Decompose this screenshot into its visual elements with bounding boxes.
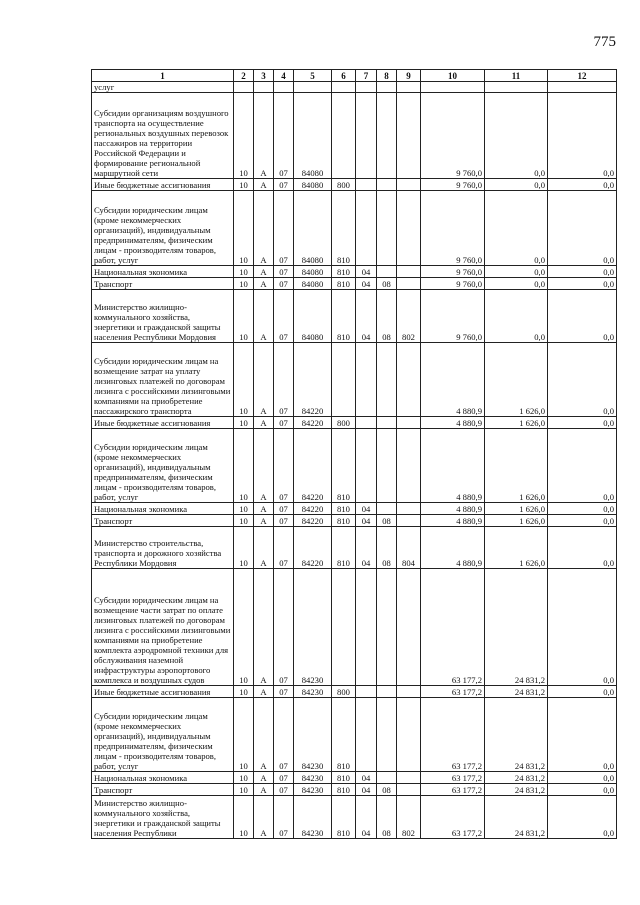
col-7-section: 04 <box>356 290 377 343</box>
row-name: Субсидии организациям воздушного транспорта на осуществление региональных воздушных перевозок пассажиров на территории Российской Федерации и формирование региональной маршрутной сети <box>92 93 234 179</box>
table-row <box>92 569 617 686</box>
col-7-section <box>356 698 377 772</box>
col-10-amount: 9 760,0 <box>421 290 485 343</box>
col-7-section <box>356 417 377 429</box>
col-3-code <box>254 82 274 93</box>
col-3-code: А <box>254 784 274 796</box>
table-row <box>92 772 617 784</box>
col-5-target: 84220 <box>294 343 332 417</box>
col-8-subsection <box>377 503 397 515</box>
table-row <box>92 417 617 429</box>
col-11-amount: 1 626,0 <box>485 527 548 569</box>
col-6-expense-type <box>332 343 356 417</box>
col-7-section <box>356 191 377 266</box>
col-10-amount: 63 177,2 <box>421 569 485 686</box>
table-row <box>92 686 617 698</box>
col-12-amount: 0,0 <box>548 191 617 266</box>
col-6-expense-type: 810 <box>332 290 356 343</box>
col-8-subsection: 08 <box>377 290 397 343</box>
header-col-1: 1 <box>92 70 234 82</box>
col-5-target: 84220 <box>294 429 332 503</box>
col-11-amount: 24 831,2 <box>485 698 548 772</box>
col-3-code: А <box>254 343 274 417</box>
col-6-expense-type <box>332 82 356 93</box>
header-col-8: 8 <box>377 70 397 82</box>
col-5-target: 84230 <box>294 772 332 784</box>
col-9-ministry <box>397 93 421 179</box>
table-row <box>92 278 617 290</box>
col-2-section: 10 <box>234 698 254 772</box>
header-col-2: 2 <box>234 70 254 82</box>
col-2-section: 10 <box>234 93 254 179</box>
table-row <box>92 796 617 839</box>
col-10-amount: 9 760,0 <box>421 191 485 266</box>
col-7-section: 04 <box>356 278 377 290</box>
col-12-amount: 0,0 <box>548 417 617 429</box>
col-12-amount: 0,0 <box>548 290 617 343</box>
col-11-amount: 24 831,2 <box>485 569 548 686</box>
col-2-section: 10 <box>234 569 254 686</box>
row-name: Иные бюджетные ассигнования <box>92 179 234 191</box>
col-6-expense-type: 810 <box>332 278 356 290</box>
col-3-code: А <box>254 515 274 527</box>
row-name: Субсидии юридическим лицам на возмещение части затрат по оплате лизинговых платежей по договорам лизинга с российскими лизинговыми компаниями на приобретение комплекта аэродромной техники для обслуживания наземной инфраструктуры аэропортового комплекса и воздушных судов <box>92 569 234 686</box>
col-5-target: 84080 <box>294 278 332 290</box>
table-row <box>92 179 617 191</box>
col-5-target: 84230 <box>294 796 332 839</box>
col-10-amount: 9 760,0 <box>421 179 485 191</box>
col-9-ministry <box>397 266 421 278</box>
col-6-expense-type <box>332 569 356 686</box>
col-7-section: 04 <box>356 772 377 784</box>
col-4-code: 07 <box>274 266 294 278</box>
col-8-subsection <box>377 698 397 772</box>
row-name: услуг <box>92 82 234 93</box>
col-6-expense-type: 810 <box>332 784 356 796</box>
col-8-subsection <box>377 429 397 503</box>
table-row <box>92 82 617 93</box>
header-col-9: 9 <box>397 70 421 82</box>
col-11-amount: 1 626,0 <box>485 515 548 527</box>
col-4-code: 07 <box>274 503 294 515</box>
col-7-section <box>356 569 377 686</box>
col-10-amount: 4 880,9 <box>421 417 485 429</box>
col-7-section <box>356 179 377 191</box>
col-3-code: А <box>254 191 274 266</box>
col-4-code: 07 <box>274 290 294 343</box>
col-9-ministry <box>397 417 421 429</box>
col-10-amount: 63 177,2 <box>421 686 485 698</box>
col-12-amount: 0,0 <box>548 93 617 179</box>
col-3-code: А <box>254 417 274 429</box>
col-3-code: А <box>254 503 274 515</box>
col-9-ministry <box>397 698 421 772</box>
col-8-subsection <box>377 343 397 417</box>
row-name: Национальная экономика <box>92 503 234 515</box>
col-12-amount: 0,0 <box>548 515 617 527</box>
col-3-code: А <box>254 266 274 278</box>
col-11-amount: 0,0 <box>485 290 548 343</box>
col-2-section: 10 <box>234 686 254 698</box>
col-2-section: 10 <box>234 527 254 569</box>
col-3-code: А <box>254 527 274 569</box>
col-10-amount: 9 760,0 <box>421 278 485 290</box>
table-row <box>92 93 617 179</box>
col-10-amount: 4 880,9 <box>421 515 485 527</box>
col-5-target: 84080 <box>294 266 332 278</box>
col-11-amount: 0,0 <box>485 179 548 191</box>
col-4-code: 07 <box>274 515 294 527</box>
col-2-section: 10 <box>234 191 254 266</box>
col-8-subsection: 08 <box>377 796 397 839</box>
col-8-subsection <box>377 82 397 93</box>
col-4-code: 07 <box>274 698 294 772</box>
col-9-ministry <box>397 772 421 784</box>
col-11-amount: 1 626,0 <box>485 503 548 515</box>
col-12-amount: 0,0 <box>548 343 617 417</box>
col-4-code: 07 <box>274 191 294 266</box>
col-3-code: А <box>254 569 274 686</box>
col-11-amount: 24 831,2 <box>485 686 548 698</box>
col-12-amount: 0,0 <box>548 503 617 515</box>
col-2-section <box>234 82 254 93</box>
table-row <box>92 191 617 266</box>
col-5-target: 84220 <box>294 515 332 527</box>
col-7-section: 04 <box>356 527 377 569</box>
col-12-amount: 0,0 <box>548 796 617 839</box>
col-3-code: А <box>254 278 274 290</box>
col-10-amount: 63 177,2 <box>421 698 485 772</box>
table-row <box>92 698 617 772</box>
col-2-section: 10 <box>234 290 254 343</box>
col-2-section: 10 <box>234 796 254 839</box>
col-9-ministry <box>397 343 421 417</box>
col-11-amount: 0,0 <box>485 191 548 266</box>
col-4-code: 07 <box>274 343 294 417</box>
col-7-section: 04 <box>356 784 377 796</box>
col-7-section <box>356 429 377 503</box>
col-11-amount <box>485 82 548 93</box>
row-name: Министерство жилищно-коммунального хозяйства, энергетики и гражданской защиты населения Республики <box>92 796 234 839</box>
row-name: Транспорт <box>92 784 234 796</box>
col-6-expense-type: 800 <box>332 179 356 191</box>
col-3-code: А <box>254 796 274 839</box>
col-11-amount: 1 626,0 <box>485 429 548 503</box>
col-2-section: 10 <box>234 515 254 527</box>
table-header <box>92 70 617 82</box>
col-7-section: 04 <box>356 515 377 527</box>
col-9-ministry <box>397 191 421 266</box>
col-2-section: 10 <box>234 266 254 278</box>
col-2-section: 10 <box>234 417 254 429</box>
col-10-amount: 63 177,2 <box>421 796 485 839</box>
col-4-code: 07 <box>274 527 294 569</box>
row-name: Национальная экономика <box>92 266 234 278</box>
table-row <box>92 343 617 417</box>
col-11-amount: 24 831,2 <box>485 772 548 784</box>
col-7-section: 04 <box>356 266 377 278</box>
table-row <box>92 515 617 527</box>
col-10-amount <box>421 82 485 93</box>
col-4-code: 07 <box>274 93 294 179</box>
col-11-amount: 0,0 <box>485 278 548 290</box>
col-2-section: 10 <box>234 278 254 290</box>
col-9-ministry <box>397 686 421 698</box>
col-12-amount: 0,0 <box>548 266 617 278</box>
header-col-3: 3 <box>254 70 274 82</box>
col-5-target: 84080 <box>294 93 332 179</box>
col-6-expense-type: 810 <box>332 266 356 278</box>
col-6-expense-type: 810 <box>332 515 356 527</box>
col-9-ministry <box>397 503 421 515</box>
col-3-code: А <box>254 772 274 784</box>
col-12-amount: 0,0 <box>548 429 617 503</box>
col-4-code: 07 <box>274 772 294 784</box>
col-4-code: 07 <box>274 784 294 796</box>
col-8-subsection <box>377 569 397 686</box>
table-row <box>92 429 617 503</box>
col-11-amount: 24 831,2 <box>485 784 548 796</box>
col-4-code: 07 <box>274 417 294 429</box>
row-name: Субсидии юридическим лицам (кроме некоммерческих организаций), индивидуальным предпринимателям, физическим лицам - производителям товаров, работ, услуг <box>92 191 234 266</box>
col-3-code: А <box>254 698 274 772</box>
col-8-subsection <box>377 266 397 278</box>
col-9-ministry <box>397 278 421 290</box>
row-name: Министерство жилищно-коммунального хозяйства, энергетики и гражданской защиты населения Республики Мордовия <box>92 290 234 343</box>
col-8-subsection: 08 <box>377 784 397 796</box>
col-12-amount: 0,0 <box>548 278 617 290</box>
col-8-subsection <box>377 417 397 429</box>
col-4-code: 07 <box>274 278 294 290</box>
row-name: Иные бюджетные ассигнования <box>92 417 234 429</box>
col-6-expense-type: 810 <box>332 191 356 266</box>
budget-table <box>91 69 617 839</box>
col-12-amount: 0,0 <box>548 772 617 784</box>
col-7-section: 04 <box>356 796 377 839</box>
col-7-section <box>356 686 377 698</box>
header-col-5: 5 <box>294 70 332 82</box>
col-2-section: 10 <box>234 429 254 503</box>
col-8-subsection <box>377 772 397 784</box>
col-9-ministry <box>397 82 421 93</box>
col-4-code: 07 <box>274 429 294 503</box>
col-6-expense-type <box>332 93 356 179</box>
col-12-amount <box>548 82 617 93</box>
page-number: 775 <box>593 34 616 50</box>
col-6-expense-type: 810 <box>332 698 356 772</box>
col-12-amount: 0,0 <box>548 686 617 698</box>
col-8-subsection <box>377 93 397 179</box>
row-name: Министерство строительства, транспорта и дорожного хозяйства Республики Мордовия <box>92 527 234 569</box>
col-2-section: 10 <box>234 343 254 417</box>
row-name: Транспорт <box>92 515 234 527</box>
row-name: Транспорт <box>92 278 234 290</box>
col-5-target: 84220 <box>294 417 332 429</box>
col-5-target: 84080 <box>294 290 332 343</box>
table-row <box>92 266 617 278</box>
col-4-code: 07 <box>274 179 294 191</box>
col-10-amount: 9 760,0 <box>421 266 485 278</box>
col-3-code: А <box>254 686 274 698</box>
col-8-subsection <box>377 686 397 698</box>
col-5-target: 84220 <box>294 503 332 515</box>
col-10-amount: 4 880,9 <box>421 343 485 417</box>
col-5-target: 84230 <box>294 686 332 698</box>
col-10-amount: 4 880,9 <box>421 429 485 503</box>
col-11-amount: 0,0 <box>485 266 548 278</box>
table-row <box>92 784 617 796</box>
col-6-expense-type: 810 <box>332 796 356 839</box>
row-name: Национальная экономика <box>92 772 234 784</box>
col-10-amount: 4 880,9 <box>421 503 485 515</box>
col-3-code: А <box>254 93 274 179</box>
header-col-12: 12 <box>548 70 617 82</box>
table-row <box>92 527 617 569</box>
col-2-section: 10 <box>234 784 254 796</box>
header-col-10: 10 <box>421 70 485 82</box>
col-4-code: 07 <box>274 686 294 698</box>
header-col-11: 11 <box>485 70 548 82</box>
col-3-code: А <box>254 429 274 503</box>
col-7-section <box>356 343 377 417</box>
col-5-target: 84080 <box>294 191 332 266</box>
col-6-expense-type: 800 <box>332 417 356 429</box>
row-name: Субсидии юридическим лицам на возмещение затрат на уплату лизинговых платежей по договорам лизинга с российскими лизинговыми компаниями на приобретение пассажирского транспорта <box>92 343 234 417</box>
col-8-subsection: 08 <box>377 278 397 290</box>
col-4-code <box>274 82 294 93</box>
col-9-ministry <box>397 515 421 527</box>
col-9-ministry <box>397 429 421 503</box>
col-10-amount: 63 177,2 <box>421 772 485 784</box>
col-6-expense-type: 800 <box>332 686 356 698</box>
col-12-amount: 0,0 <box>548 569 617 686</box>
col-9-ministry <box>397 179 421 191</box>
col-10-amount: 9 760,0 <box>421 93 485 179</box>
col-6-expense-type: 810 <box>332 527 356 569</box>
col-12-amount: 0,0 <box>548 527 617 569</box>
col-5-target: 84230 <box>294 569 332 686</box>
table-row <box>92 290 617 343</box>
col-9-ministry: 802 <box>397 290 421 343</box>
col-8-subsection <box>377 191 397 266</box>
col-7-section: 04 <box>356 503 377 515</box>
col-6-expense-type: 810 <box>332 429 356 503</box>
col-12-amount: 0,0 <box>548 179 617 191</box>
row-name: Иные бюджетные ассигнования <box>92 686 234 698</box>
col-2-section: 10 <box>234 179 254 191</box>
col-8-subsection: 08 <box>377 515 397 527</box>
col-12-amount: 0,0 <box>548 784 617 796</box>
header-col-6: 6 <box>332 70 356 82</box>
col-3-code: А <box>254 290 274 343</box>
header-row <box>92 70 617 82</box>
col-8-subsection <box>377 179 397 191</box>
col-5-target: 84230 <box>294 784 332 796</box>
col-4-code: 07 <box>274 569 294 686</box>
col-6-expense-type: 810 <box>332 772 356 784</box>
col-3-code: А <box>254 179 274 191</box>
col-5-target: 84220 <box>294 527 332 569</box>
header-col-7: 7 <box>356 70 377 82</box>
col-11-amount: 24 831,2 <box>485 796 548 839</box>
col-5-target <box>294 82 332 93</box>
col-2-section: 10 <box>234 503 254 515</box>
col-7-section <box>356 93 377 179</box>
col-7-section <box>356 82 377 93</box>
col-6-expense-type: 810 <box>332 503 356 515</box>
col-5-target: 84230 <box>294 698 332 772</box>
col-11-amount: 0,0 <box>485 93 548 179</box>
col-11-amount: 1 626,0 <box>485 417 548 429</box>
table-row <box>92 503 617 515</box>
row-name: Субсидии юридическим лицам (кроме некоммерческих организаций), индивидуальным предпринимателям, физическим лицам - производителям товаров, работ, услуг <box>92 698 234 772</box>
col-9-ministry: 804 <box>397 527 421 569</box>
col-4-code: 07 <box>274 796 294 839</box>
table-body <box>92 82 617 839</box>
col-5-target: 84080 <box>294 179 332 191</box>
col-2-section: 10 <box>234 772 254 784</box>
row-name: Субсидии юридическим лицам (кроме некоммерческих организаций), индивидуальным предпринимателям, физическим лицам - производителям товаров, работ, услуг <box>92 429 234 503</box>
col-9-ministry <box>397 569 421 686</box>
col-11-amount: 1 626,0 <box>485 343 548 417</box>
col-8-subsection: 08 <box>377 527 397 569</box>
col-9-ministry <box>397 784 421 796</box>
col-10-amount: 4 880,9 <box>421 527 485 569</box>
col-9-ministry: 802 <box>397 796 421 839</box>
header-col-4: 4 <box>274 70 294 82</box>
col-12-amount: 0,0 <box>548 698 617 772</box>
col-10-amount: 63 177,2 <box>421 784 485 796</box>
